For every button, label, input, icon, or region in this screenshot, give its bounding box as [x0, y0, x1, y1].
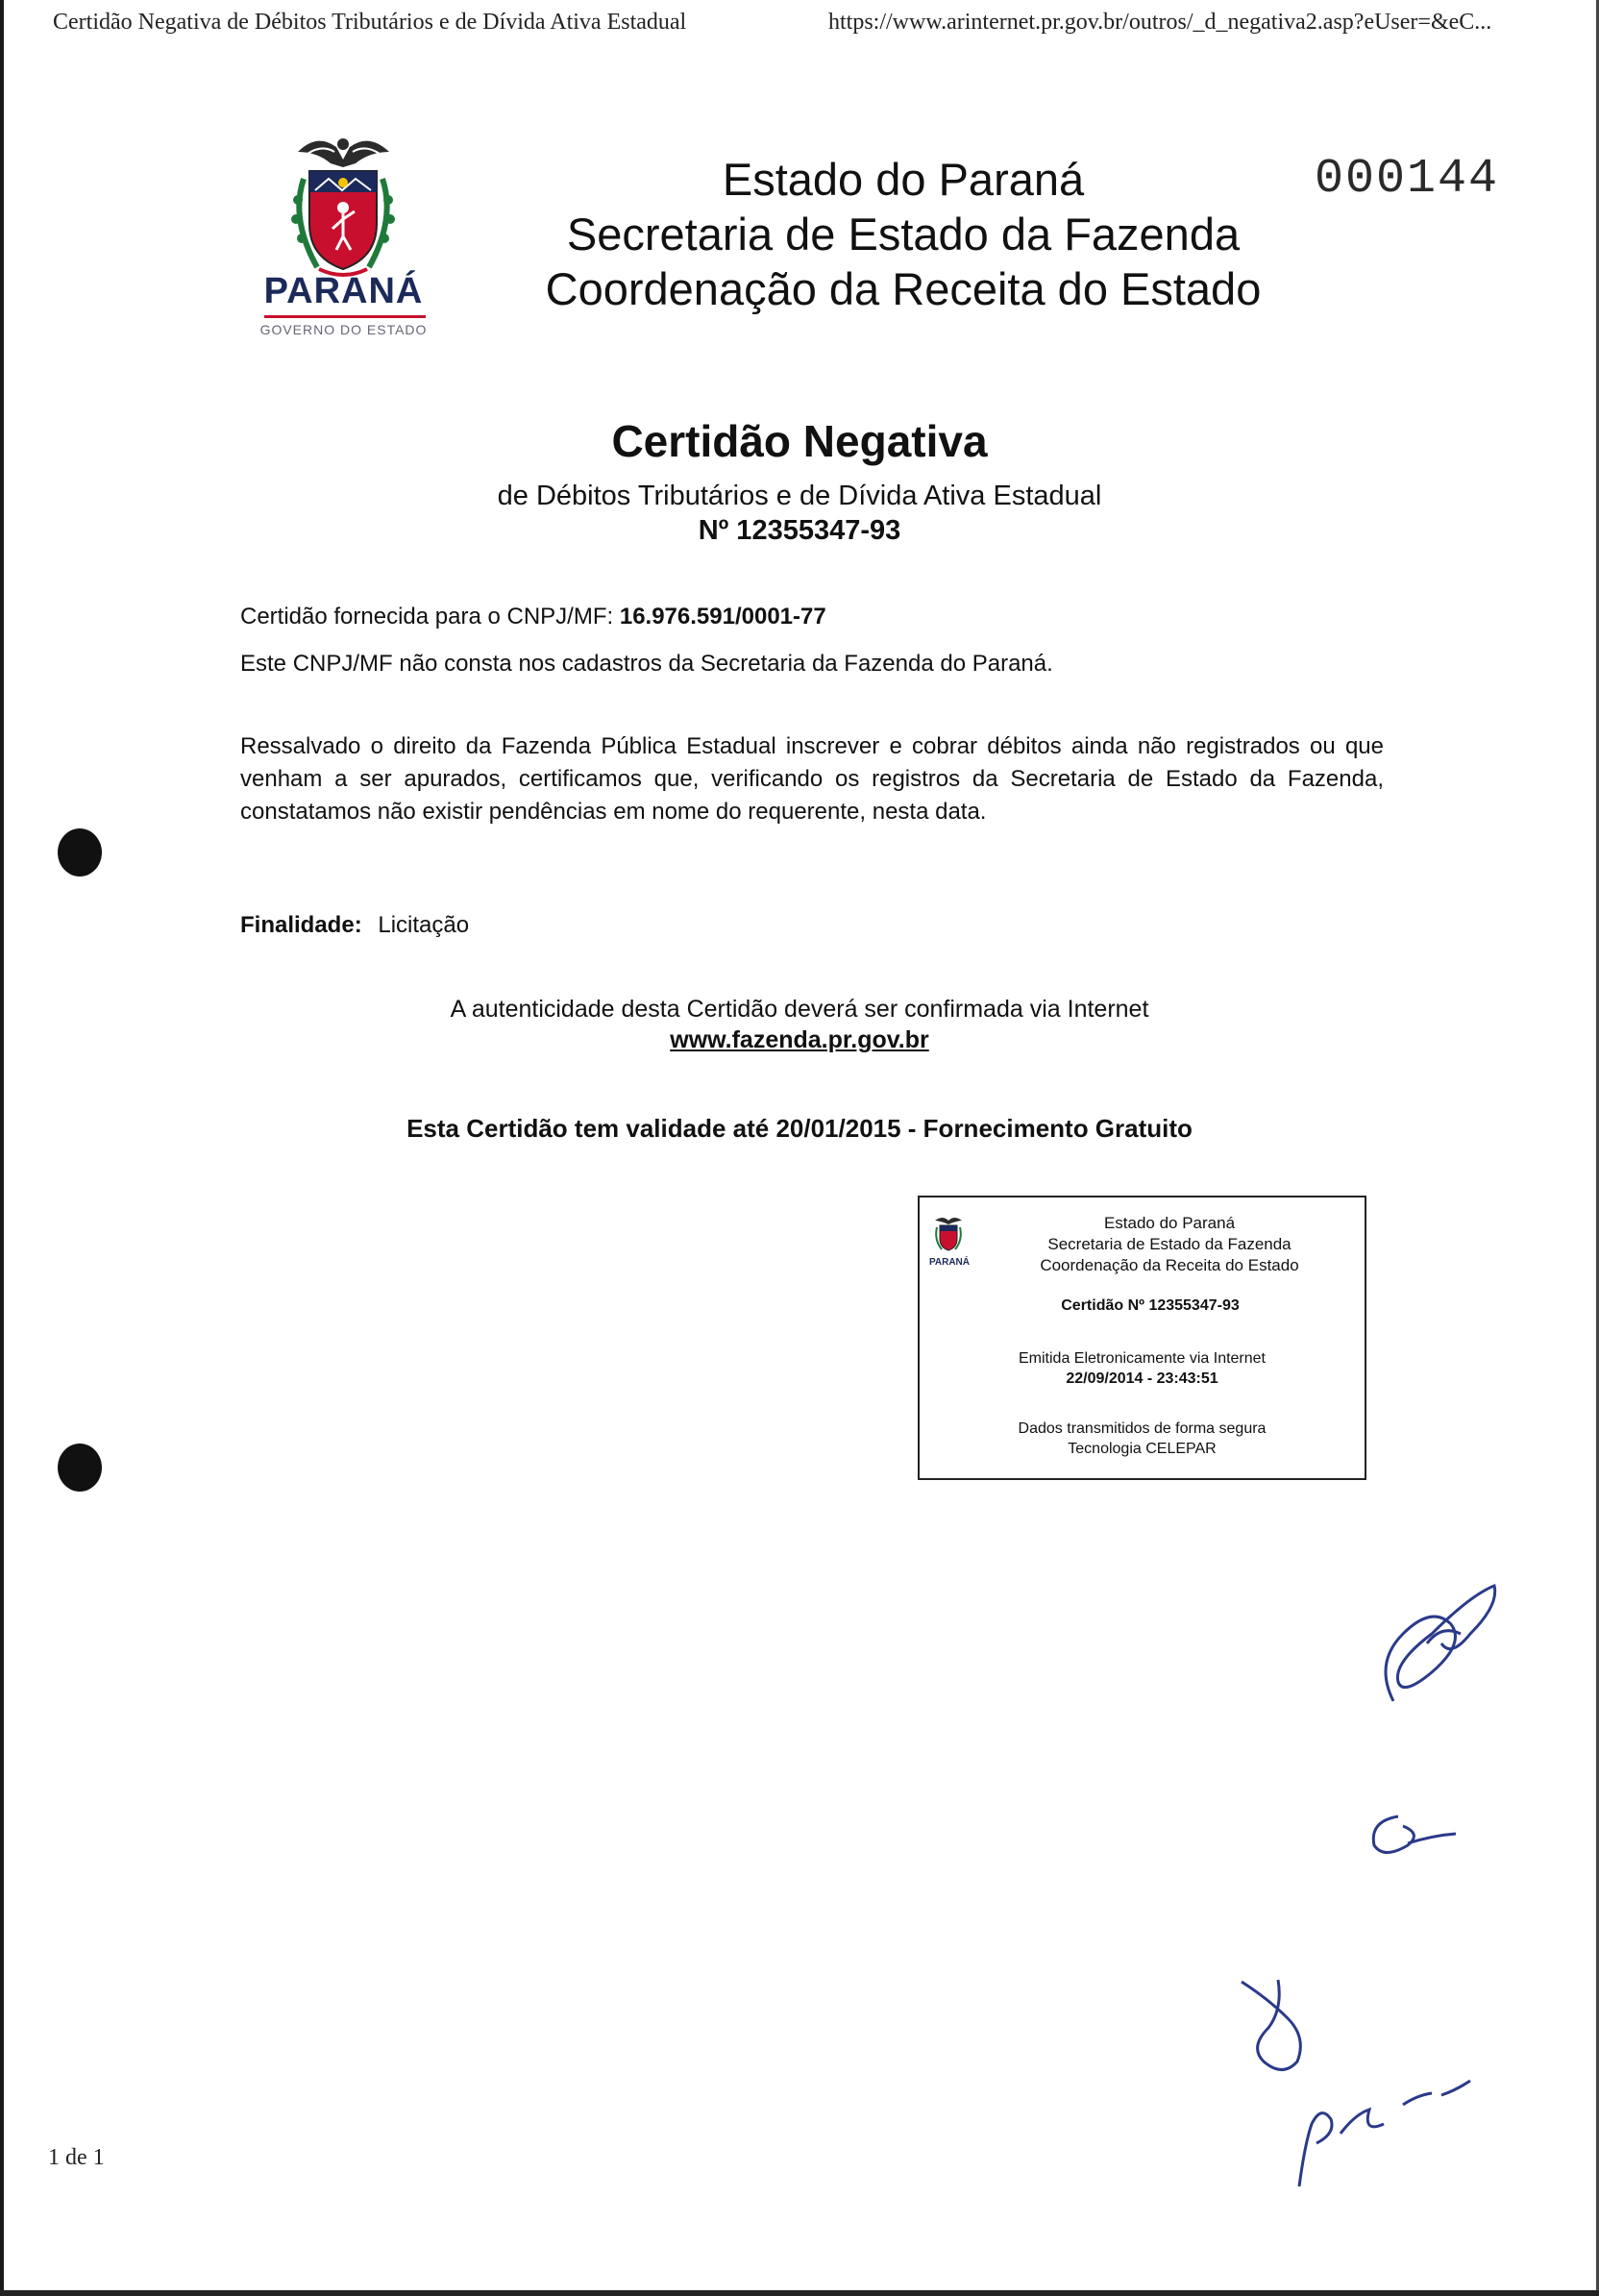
page-counter: 1 de 1 — [48, 2145, 105, 2170]
stamp-technology: Tecnologia CELEPAR — [1068, 1441, 1217, 1457]
scan-edge-left — [0, 0, 4, 2296]
authenticity-note: A autenticidade desta Certidão deverá ser confirmada via Internet — [450, 996, 1149, 1023]
brand-divider — [264, 315, 426, 318]
stamp-coordination: Coordenação da Receita do Estado — [1040, 1256, 1299, 1274]
stamp-header — [977, 1213, 1362, 1276]
browser-page-title: Certidão Negativa de Débitos Tributários e de Dívida Ativa Estadual — [53, 10, 687, 35]
stamp-emission — [920, 1348, 1365, 1389]
stamp-coat-of-arms-icon — [929, 1215, 968, 1253]
document-sheet-number: 000144 — [1315, 152, 1500, 207]
handwritten-initials-mark — [1374, 1567, 1509, 1711]
certificate-title: Certidão Negativa — [611, 416, 988, 466]
electronic-stamp — [918, 1196, 1366, 1480]
scan-edge-bottom — [0, 2290, 1599, 2296]
cnpj-label: Certidão fornecida para o CNPJ/MF: — [240, 604, 614, 630]
brand-name: PARANÁ — [263, 271, 424, 311]
stamp-certificate-number: Certidão Nº 12355347-93 — [1061, 1297, 1240, 1314]
stamp-emission-datetime: 22/09/2014 - 23:43:51 — [1066, 1370, 1218, 1387]
authenticity-link[interactable]: www.fazenda.pr.gov.br — [670, 1026, 929, 1053]
purpose-label: Finalidade: — [240, 912, 362, 938]
stamp-brand: PARANÁ — [928, 1257, 971, 1268]
issuer-coordination: Coordenação da Receita do Estado — [545, 263, 1262, 314]
handwritten-mark — [1360, 1807, 1465, 1864]
certificate-number: Nº 12355347-93 — [698, 515, 901, 546]
cnpj-line — [240, 604, 826, 630]
stamp-secretariat: Secretaria de Estado da Fazenda — [1047, 1235, 1292, 1253]
purpose-line — [240, 912, 469, 939]
stamp-security-note — [920, 1419, 1365, 1459]
cnpj-value: 16.976.591/0001-77 — [619, 604, 826, 630]
binder-punch-hole — [58, 1444, 102, 1492]
certificate-statement: Ressalvado o direito da Fazenda Pública Estadual inscrever e cobrar débitos ainda não registrados ou que venham a ser apurados, certificamos que, verificando os registros da Secretaria de Estado da Fazenda, constatamos não existir pendências em nome do requerente, nesta data. — [240, 733, 1384, 825]
brand-subtitle: GOVERNO DO ESTADO — [259, 322, 428, 337]
purpose-value: Licitação — [378, 912, 470, 938]
handwritten-signature-mark — [1288, 2066, 1480, 2191]
validity-statement: Esta Certidão tem validade até 20/01/2015 - Fornecimento Gratuito — [406, 1114, 1193, 1143]
parana-coat-of-arms-icon — [259, 123, 428, 291]
browser-page-url: https://www.arinternet.pr.gov.br/outros/_d_negativa2.asp?eUser=&eC... — [828, 10, 1492, 35]
stamp-state: Estado do Paraná — [1103, 1214, 1236, 1232]
issuer-state: Estado do Paraná — [722, 154, 1085, 205]
cnpj-note: Este CNPJ/MF não consta nos cadastros da Secretaria da Fazenda do Paraná. — [240, 651, 1053, 677]
authenticity-line — [0, 1026, 1599, 1054]
certificate-subtitle: de Débitos Tributários e de Dívida Ativa Estadual — [497, 481, 1102, 511]
binder-punch-hole — [58, 828, 102, 876]
stamp-emission-label: Emitida Eletronicamente via Internet — [1018, 1350, 1266, 1367]
issuer-header — [519, 152, 1288, 316]
stamp-security-line1: Dados transmitidos de forma segura — [1018, 1420, 1267, 1437]
issuer-secretariat: Secretaria de Estado da Fazenda — [566, 209, 1241, 259]
